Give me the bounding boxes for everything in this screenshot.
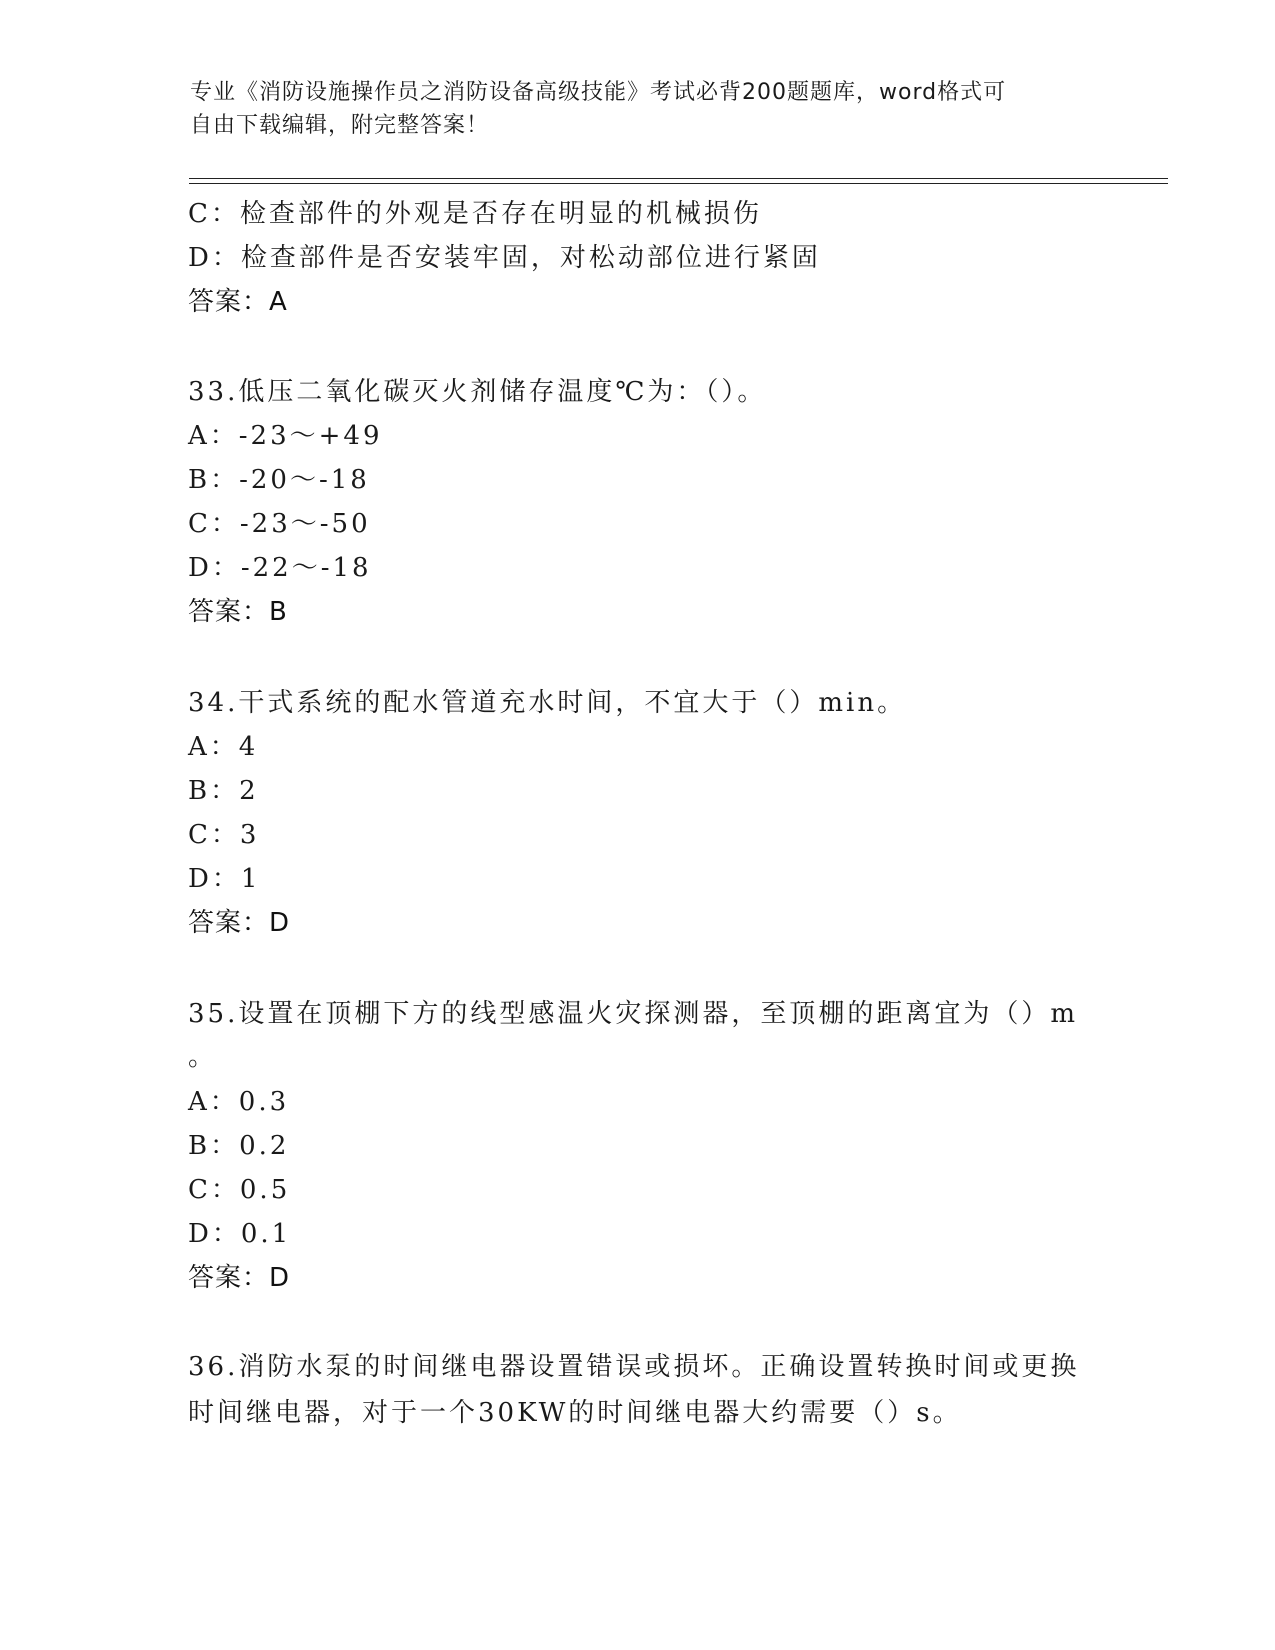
document-header bbox=[190, 76, 1090, 142]
header-title-line-2: 自由下载编辑，附完整答案！ bbox=[190, 113, 490, 138]
q35-question-line-2: 。 bbox=[188, 1042, 218, 1072]
q34-option-c: C：3 bbox=[188, 820, 260, 850]
header-divider-bottom bbox=[189, 183, 1168, 184]
q34-option-d: D：1 bbox=[188, 864, 261, 894]
q36-question-line-2: 时间继电器，对于一个30KW的时间继电器大约需要（）s。 bbox=[188, 1398, 962, 1428]
q33-option-d: D：-22～-18 bbox=[188, 553, 372, 583]
header-divider-top bbox=[189, 178, 1168, 179]
q32-option-d: D：检查部件是否安装牢固，对松动部位进行紧固 bbox=[188, 243, 821, 273]
q33-option-c: C：-23～-50 bbox=[188, 509, 371, 539]
q34-answer: 答案：D bbox=[188, 908, 291, 938]
header-title-line-1: 专业《消防设施操作员之消防设备高级技能》考试必背200题题库，word格式可 bbox=[190, 80, 1007, 105]
q33-option-b: B：-20～-18 bbox=[188, 465, 370, 495]
q33-option-a: A：-23～+49 bbox=[188, 421, 383, 451]
q32-option-c: C：检查部件的外观是否存在明显的机械损伤 bbox=[188, 199, 762, 229]
q34-option-b: B：2 bbox=[188, 776, 259, 806]
q36-question-line-1: 36.消防水泵的时间继电器设置错误或损坏。正确设置转换时间或更换 bbox=[188, 1352, 1080, 1382]
q35-answer: 答案：D bbox=[188, 1263, 291, 1293]
q35-option-d: D：0.1 bbox=[188, 1219, 292, 1249]
q34-option-a: A：4 bbox=[188, 732, 259, 762]
q35-option-a: A：0.3 bbox=[188, 1087, 290, 1117]
q35-option-b: B：0.2 bbox=[188, 1131, 290, 1161]
q32-answer: 答案：A bbox=[188, 287, 288, 317]
q35-question-line-1: 35.设置在顶棚下方的线型感温火灾探测器，至顶棚的距离宜为（）m bbox=[188, 999, 1079, 1029]
q33-answer: 答案：B bbox=[188, 597, 288, 627]
q34-question: 34.干式系统的配水管道充水时间，不宜大于（）min。 bbox=[188, 688, 907, 718]
q35-option-c: C：0.5 bbox=[188, 1175, 291, 1205]
q33-question: 33.低压二氧化碳灭火剂储存温度℃为：（）。 bbox=[188, 377, 767, 407]
